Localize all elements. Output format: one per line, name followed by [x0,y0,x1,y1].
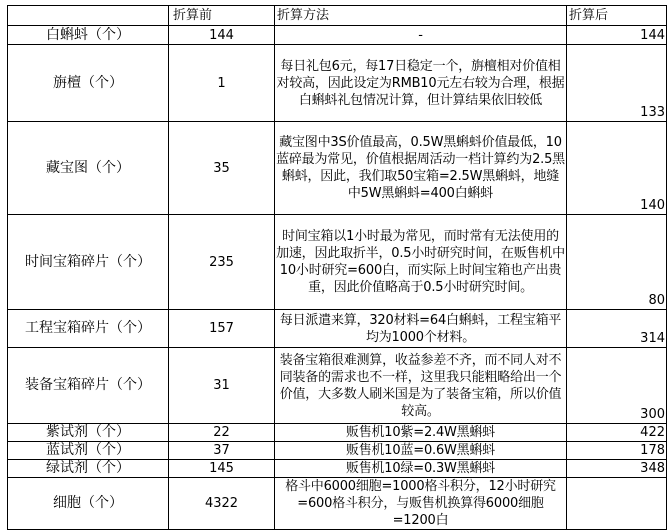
row-before: 31 [169,348,275,424]
table-row [8,310,667,348]
row-name: 时间宝箱碎片（个） [8,215,169,310]
row-name: 绿试剂（个） [8,460,169,478]
row-after: 422 [567,424,667,442]
table-row [8,45,667,122]
header-after: 折算后 [567,6,667,26]
row-after: 133 [567,45,667,122]
row-method: 每日礼包6元，每17日稳定一个，旃檀相对价值相对较高，因此设定为RMB10元左右较为合理，根据白蝌蚪礼包情况计算，但计算结果依旧较低 [275,45,567,122]
row-method: 贩售机10绿=0.3W黑蝌蚪 [275,460,567,478]
row-before: 37 [169,442,275,460]
row-after: 314 [567,310,667,348]
row-method: 每日派遣来算，320材料=64白蝌蚪，工程宝箱平均为1000个材料。 [275,310,567,348]
row-before: 1 [169,45,275,122]
row-name: 工程宝箱碎片（个） [8,310,169,348]
row-name: 旃檀（个） [8,45,169,122]
row-after: 140 [567,122,667,215]
row-method: 贩售机10紫=2.4W黑蝌蚪 [275,424,567,442]
row-before: 35 [169,122,275,215]
row-method: 时间宝箱以1小时最为常见，而时常有无法使用的加速，因此取折半，0.5小时研究时间，在贩售机中10小时研究=600白，而实际上时间宝箱也产出贵重，因此价值略高于0.5小时研究时间。 [275,215,567,310]
table-row [8,424,667,442]
row-name: 蓝试剂（个） [8,442,169,460]
header-item [8,6,169,26]
conversion-table [7,5,667,530]
row-name: 藏宝图（个） [8,122,169,215]
table-row [8,215,667,310]
table-row [8,442,667,460]
header-method: 折算方法 [275,6,567,26]
row-after: 178 [567,442,667,460]
table-row [8,122,667,215]
row-method: 格斗中6000细胞=1000格斗积分，12小时研究=600格斗积分，与贩售机换算得6000细胞=1200白 [275,478,567,530]
row-after: 80 [567,215,667,310]
row-name: 细胞（个） [8,478,169,530]
table-row [8,478,667,530]
row-name: 装备宝箱碎片（个） [8,348,169,424]
row-after: 300 [567,348,667,424]
row-method: - [275,26,567,45]
row-after: 348 [567,460,667,478]
row-method: 贩售机10蓝=0.6W黑蝌蚪 [275,442,567,460]
row-after [567,478,667,530]
row-before: 235 [169,215,275,310]
table-row [8,348,667,424]
header-row [8,6,667,26]
row-after: 144 [567,26,667,45]
row-before: 144 [169,26,275,45]
table-row [8,26,667,45]
header-before: 折算前 [169,6,275,26]
row-before: 145 [169,460,275,478]
row-before: 4322 [169,478,275,530]
row-method: 装备宝箱很难测算，收益参差不齐，而不同人对不同装备的需求也不一样，这里我只能粗略给出一个价值，大多数人刷米国是为了装备宝箱，所以价值较高。 [275,348,567,424]
row-name: 紫试剂（个） [8,424,169,442]
row-before: 22 [169,424,275,442]
row-name: 白蝌蚪（个） [8,26,169,45]
table-row [8,460,667,478]
row-before: 157 [169,310,275,348]
row-method: 藏宝图中3S价值最高，0.5W黑蝌蚪价值最低，10蓝碎最为常见，价值根据周活动一档计算约为2.5黑蝌蚪，因此，我们取50宝箱=2.5W黑蝌蚪，地缝中5W黑蝌蚪=400白蝌蚪 [275,122,567,215]
